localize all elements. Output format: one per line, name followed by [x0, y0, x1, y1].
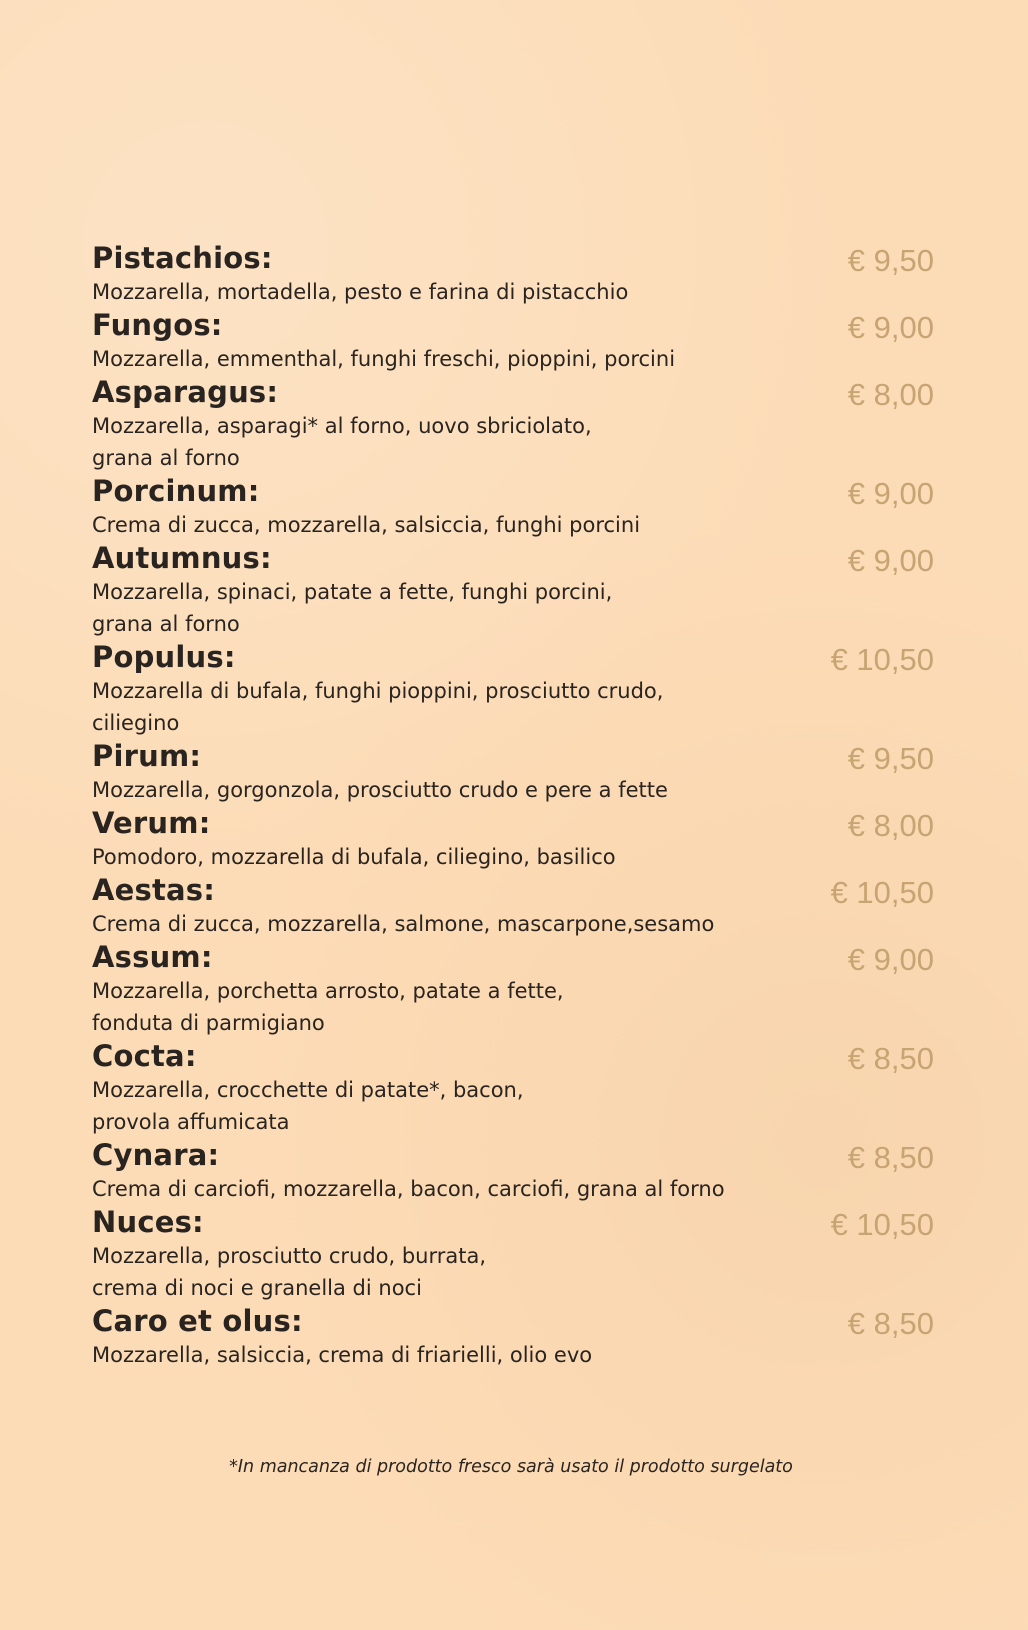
menu-list	[92, 241, 934, 1371]
menu-item-price: € 9,00	[847, 476, 934, 511]
menu-item	[92, 640, 934, 739]
menu-item-price: € 9,00	[847, 942, 934, 977]
menu-item-price: € 10,50	[830, 875, 934, 910]
menu-item-price: € 9,00	[847, 543, 934, 578]
menu-item-header	[92, 241, 934, 276]
menu-item-price: € 9,50	[847, 741, 934, 776]
description-line: Mozzarella, porchetta arrosto, patate a fette,	[92, 979, 564, 1003]
menu-item-price: € 8,50	[847, 1041, 934, 1076]
description-line: grana al forno	[92, 612, 240, 636]
menu-item-name: Cocta:	[92, 1039, 197, 1073]
menu-item-description	[92, 841, 934, 873]
menu-item-description	[92, 908, 934, 940]
menu-item-name: Populus:	[92, 640, 236, 674]
menu-item-header	[92, 1138, 934, 1173]
description-line: ciliegino	[92, 711, 180, 735]
menu-item-header	[92, 739, 934, 774]
menu-item-description	[92, 410, 934, 474]
description-line: Crema di zucca, mozzarella, salmone, mascarpone,sesamo	[92, 912, 715, 936]
description-line: Mozzarella, salsiccia, crema di friarielli, olio evo	[92, 1343, 593, 1367]
menu-item	[92, 940, 934, 1039]
menu-item	[92, 873, 934, 940]
menu-item	[92, 1039, 934, 1138]
menu-item-header	[92, 541, 934, 576]
menu-item-name: Autumnus:	[92, 541, 272, 575]
description-line: Mozzarella di bufala, funghi pioppini, prosciutto crudo,	[92, 679, 664, 703]
description-line: Mozzarella, prosciutto crudo, burrata,	[92, 1244, 487, 1268]
description-line: Mozzarella, asparagi* al forno, uovo sbriciolato,	[92, 414, 592, 438]
menu-item-header	[92, 873, 934, 908]
description-line: Mozzarella, gorgonzola, prosciutto crudo e pere a fette	[92, 778, 668, 802]
menu-item-price: € 8,00	[847, 808, 934, 843]
menu-item-header	[92, 308, 934, 343]
description-line: Mozzarella, mortadella, pesto e farina di pistacchio	[92, 280, 629, 304]
description-line: grana al forno	[92, 446, 240, 470]
menu-item-description	[92, 276, 934, 308]
menu-item-header	[92, 375, 934, 410]
menu-item-description	[92, 509, 934, 541]
description-line: Crema di carciofi, mozzarella, bacon, carciofi, grana al forno	[92, 1177, 725, 1201]
description-line: Pomodoro, mozzarella di bufala, ciliegino, basilico	[92, 845, 616, 869]
menu-item	[92, 806, 934, 873]
menu-item-name: Assum:	[92, 940, 213, 974]
description-line: provola affumicata	[92, 1110, 290, 1134]
menu-item-name: Nuces:	[92, 1205, 204, 1239]
menu-item	[92, 241, 934, 308]
menu-item-header	[92, 474, 934, 509]
menu-item-price: € 9,00	[847, 310, 934, 345]
description-line: Crema di zucca, mozzarella, salsiccia, funghi porcini	[92, 513, 641, 537]
menu-item-name: Aestas:	[92, 873, 216, 907]
menu-item-price: € 10,50	[830, 642, 934, 677]
menu-item-name: Cynara:	[92, 1138, 220, 1172]
menu-item	[92, 1304, 934, 1371]
menu-item-name: Verum:	[92, 806, 211, 840]
menu-item-price: € 8,50	[847, 1306, 934, 1341]
menu-item	[92, 1138, 934, 1205]
menu-item-header	[92, 1304, 934, 1339]
menu-item-description	[92, 1240, 934, 1304]
description-line: Mozzarella, spinaci, patate a fette, funghi porcini,	[92, 580, 613, 604]
menu-item-price: € 10,50	[830, 1207, 934, 1242]
menu-item	[92, 308, 934, 375]
menu-item-price: € 8,00	[847, 377, 934, 412]
description-line: fonduta di parmigiano	[92, 1011, 325, 1035]
menu-item-description	[92, 576, 934, 640]
description-line: Mozzarella, emmenthal, funghi freschi, pioppini, porcini	[92, 347, 676, 371]
menu-item-name: Porcinum:	[92, 474, 260, 508]
menu-item	[92, 541, 934, 640]
menu-item-description	[92, 675, 934, 739]
menu-item	[92, 739, 934, 806]
menu-item-description	[92, 975, 934, 1039]
menu-item-name: Fungos:	[92, 308, 223, 342]
menu-item-description	[92, 1173, 934, 1205]
menu-item-name: Caro et olus:	[92, 1304, 303, 1338]
menu-item-price: € 8,50	[847, 1140, 934, 1175]
description-line: crema di noci e granella di noci	[92, 1276, 422, 1300]
description-line: Mozzarella, crocchette di patate*, bacon,	[92, 1078, 524, 1102]
menu-item-description	[92, 1074, 934, 1138]
menu-item-description	[92, 774, 934, 806]
menu-item-header	[92, 1205, 934, 1240]
menu-item-name: Pirum:	[92, 739, 202, 773]
menu-item-description	[92, 343, 934, 375]
footnote-text: *In mancanza di prodotto fresco sarà usato il prodotto surgelato	[229, 1457, 793, 1477]
menu-item	[92, 474, 934, 541]
menu-item	[92, 1205, 934, 1304]
menu-item-description	[92, 1339, 934, 1371]
menu-item-header	[92, 806, 934, 841]
menu-item-name: Pistachios:	[92, 241, 273, 275]
menu-item-price: € 9,50	[847, 243, 934, 278]
menu-item-header	[92, 940, 934, 975]
menu-item-header	[92, 640, 934, 675]
menu-item-name: Asparagus:	[92, 375, 279, 409]
menu-item	[92, 375, 934, 474]
menu-item-header	[92, 1039, 934, 1074]
footnote	[0, 1457, 1028, 1477]
